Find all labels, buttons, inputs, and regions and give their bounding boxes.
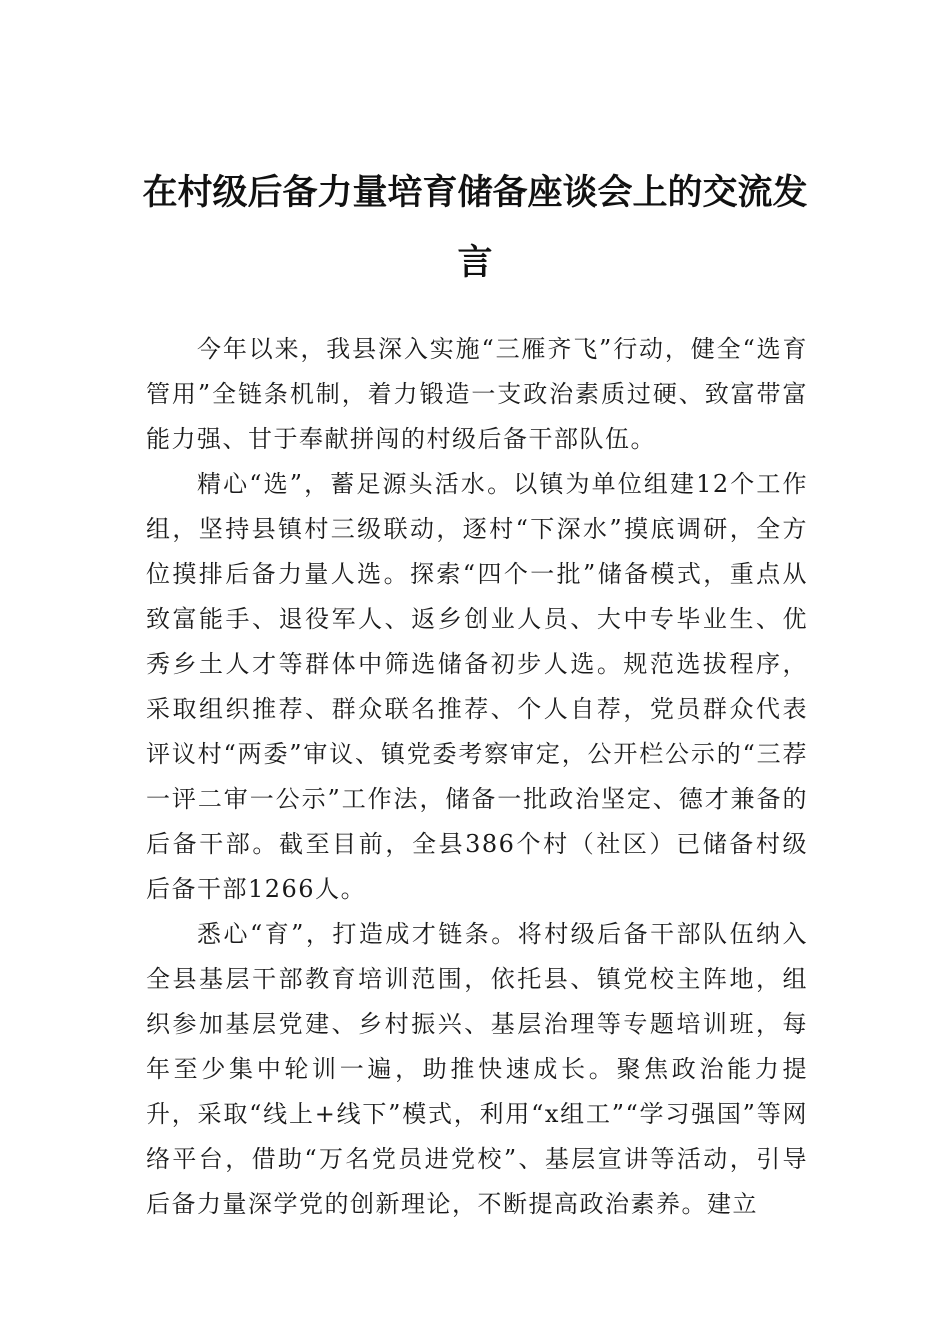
paragraph-select: 精心“选”，蓄足源头活水。以镇为单位组建12个工作组，坚持县镇村三级联动，逐村“下深水”摸底调研，全方位摸排后备力量人选。探索“四个一批”储备模式，重点从致富能手、退役军人、返乡创业人员、大中专毕业生、优秀乡土人才等群体中筛选储备初步人选。规范选拔程序，采取组织推荐、群众联名推荐、个人自荐，党员群众代表评议村“两委”审议、镇党委考察审定，公开栏公示的“三荐一评二审一公示”工作法，储备一批政治坚定、德才兼备的后备干部。截至目前，全县386个村（社区）已储备村级后备干部1266人。 [146, 470, 808, 903]
document-title: 在村级后备力量培育储备座谈会上的交流发言 [142, 172, 808, 283]
document-body [146, 327, 808, 1227]
paragraph-cultivate: 悉心“育”，打造成才链条。将村级后备干部队伍纳入全县基层干部教育培训范围，依托县、镇党校主阵地，组织参加基层党建、乡村振兴、基层治理等专题培训班，每年至少集中轮训一遍，助推快速成长。聚焦政治能力提升，采取“线上+线下”模式，利用“x组工”“学习强国”等网络平台，借助“万名党员进党校”、基层宣讲等活动，引导后备力量深学党的创新理论，不断提高政治素养。建立 [146, 920, 808, 1218]
paragraph-intro: 今年以来，我县深入实施“三雁齐飞”行动，健全“选育管用”全链条机制，着力锻造一支政治素质过硬、致富带富能力强、甘于奉献拼闯的村级后备干部队伍。 [146, 335, 808, 453]
